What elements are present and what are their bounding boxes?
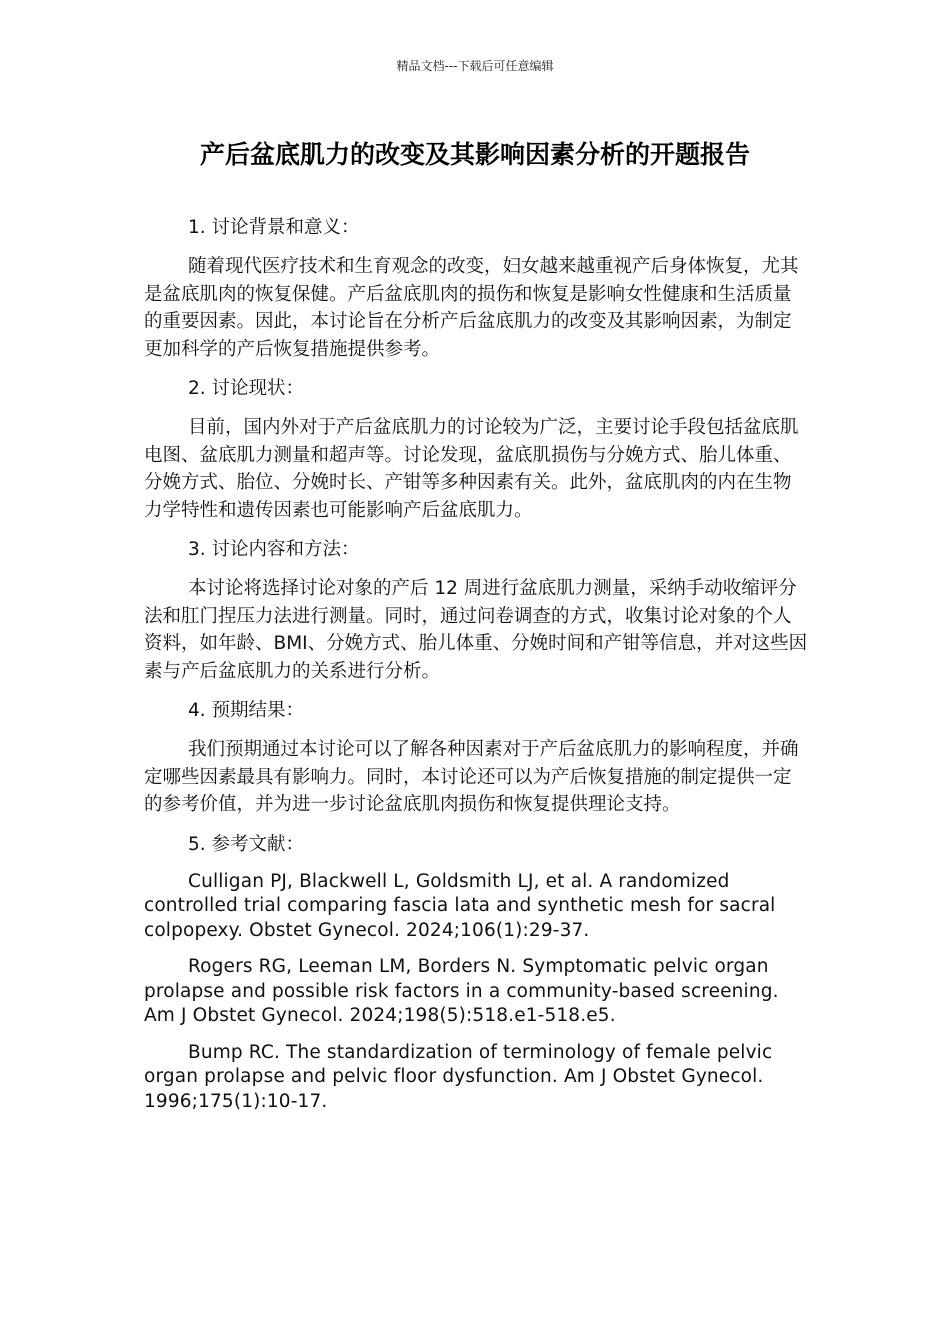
header-note: 精品文档---下载后可任意编辑 (396, 59, 554, 73)
document-title: 产后盆底肌力的改变及其影响因素分析的开题报告 (199, 140, 750, 169)
reference-item: Rogers RG, Leeman LM, Borders N. Symptomatic pelvic organ prolapse and possible risk factors in a community-based screening. Am J Obstet Gynecol. 2024;198(5):518.e1-518.e5. (144, 956, 779, 1026)
section-paragraph-expected-results: 我们预期通过本讨论可以了解各种因素对于产后盆底肌力的影响程度，并确定哪些因素最具有影响力。同时，本讨论还可以为产后恢复措施的制定提供一定的参考价值，并为进一步讨论盆底肌肉损伤和恢复提供理论支持。 (144, 739, 799, 815)
reference-item: Culligan PJ, Blackwell L, Goldsmith LJ, et al. A randomized controlled trial comparing fascia lata and synthetic mesh for sacral colpopexy. Obstet Gynecol. 2024;106(1):29-37. (144, 870, 776, 941)
section-heading-background: 1. 讨论背景和意义： (188, 217, 360, 238)
section-heading-references: 5. 参考文献： (188, 833, 305, 855)
document-body (144, 214, 808, 1126)
section-paragraph-status: 目前，国内外对于产后盆底肌力的讨论较为广泛，主要讨论手段包括盆底肌电图、盆底肌力测量和超声等。讨论发现，盆底肌损伤与分娩方式、胎儿体重、分娩方式、胎位、分娩时长、产钳等多种因素有关。此外，盆底肌肉的内在生物力学特性和遗传因素也可能影响产后盆底肌力。 (144, 417, 799, 521)
section-paragraph-methods: 本讨论将选择讨论对象的产后 12 周进行盆底肌力测量，采纳手动收缩评分法和肛门捏压力法进行测量。同时，通过问卷调查的方式，收集讨论对象的个人资料，如年龄、BMI、分娩方式、胎儿体重、分娩时间和产钳等信息，并对这些因素与产后盆底肌力的关系进行分析。 (144, 578, 808, 682)
section-heading-methods: 3. 讨论内容和方法： (188, 539, 360, 560)
reference-item: Bump RC. The standardization of terminology of female pelvic organ prolapse and pelvic floor dysfunction. Am J Obstet Gynecol. 1996;175(1):10-17. (144, 1041, 773, 1112)
section-paragraph-background: 随着现代医疗技术和生育观念的改变，妇女越来越重视产后身体恢复，尤其是盆底肌肉的恢复保健。产后盆底肌肉的损伤和恢复是影响女性健康和生活质量的重要因素。因此，本讨论旨在分析产后盆底肌力的改变及其影响因素，为制定更加科学的产后恢复措施提供参考。 (144, 256, 799, 360)
section-heading-status: 2. 讨论现状： (188, 378, 305, 399)
section-heading-expected-results: 4. 预期结果： (188, 700, 305, 721)
